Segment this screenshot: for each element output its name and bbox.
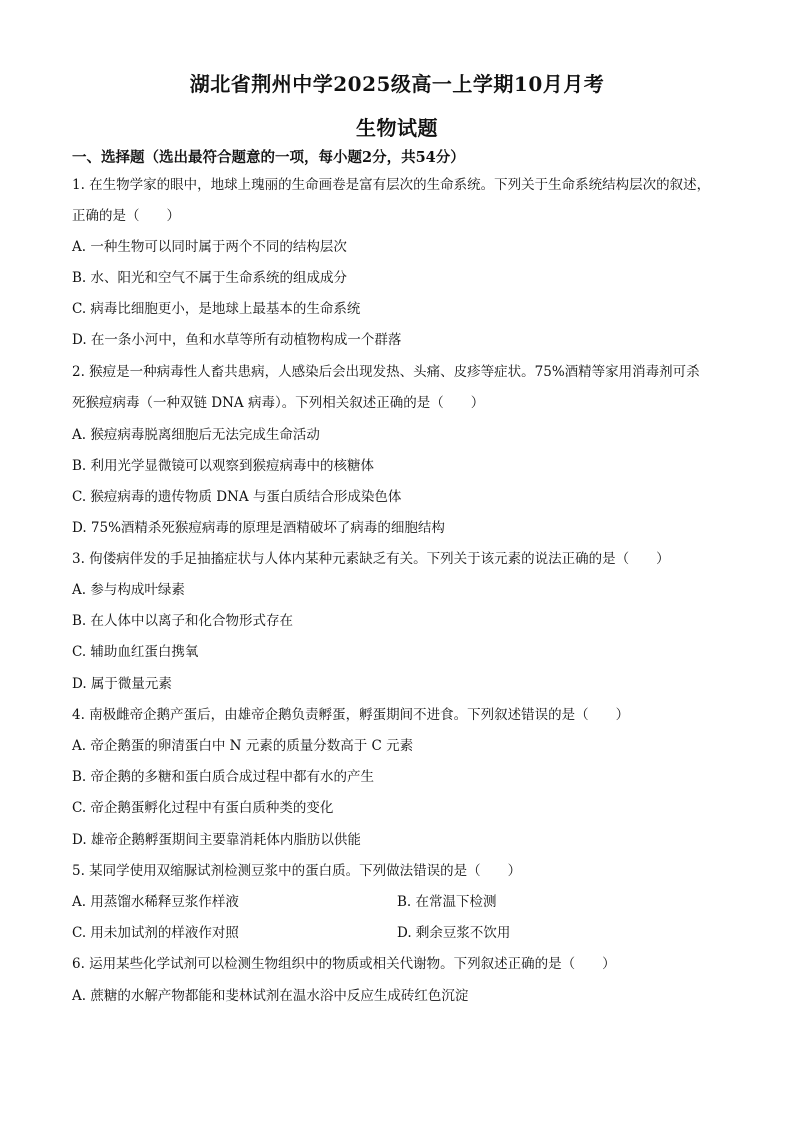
question-4-option-b: B. 帝企鹅的多糖和蛋白质合成过程中都有水的产生 bbox=[72, 769, 375, 785]
question-1-stem-line-2: 正确的是（ ） bbox=[72, 208, 180, 224]
question-3-option-d: D. 属于微量元素 bbox=[72, 676, 172, 692]
question-5-option-b: B. 在常温下检测 bbox=[397, 894, 497, 910]
question-4-stem-line-1: 4. 南极雌帝企鹅产蛋后，由雄帝企鹅负责孵蛋，孵蛋期间不进食。下列叙述错误的是（ ） bbox=[72, 707, 630, 723]
exam-title: 湖北省荆州中学2025级高一上学期10月月考 bbox=[189, 72, 605, 96]
question-3-stem-line-1: 3. 佝偻病伴发的手足抽搐症状与人体内某种元素缺乏有关。下列关于该元素的说法正确的是（ ） bbox=[72, 551, 670, 567]
question-2-option-c: C. 猴痘病毒的遗传物质 DNA 与蛋白质结合形成染色体 bbox=[72, 489, 402, 505]
question-1-stem-line-1: 1. 在生物学家的眼中，地球上瑰丽的生命画卷是富有层次的生命系统。下列关于生命系统结构层次的叙述， bbox=[72, 177, 711, 193]
question-1-option-b: B. 水、阳光和空气不属于生命系统的组成成分 bbox=[72, 270, 348, 286]
question-2-stem-line-1: 2. 猴痘是一种病毒性人畜共患病，人感染后会出现发热、头痛、皮疹等症状。75%酒精等家用消毒剂可杀 bbox=[72, 364, 700, 380]
question-3-option-a: A. 参与构成叶绿素 bbox=[72, 582, 185, 598]
question-6-option-a: A. 蔗糖的水解产物都能和斐林试剂在温水浴中反应生成砖红色沉淀 bbox=[72, 988, 469, 1004]
question-4-option-c: C. 帝企鹅蛋孵化过程中有蛋白质种类的变化 bbox=[72, 800, 334, 816]
question-2-stem-line-2: 死猴痘病毒（一种双链 DNA 病毒）。下列相关叙述正确的是（ ） bbox=[72, 395, 485, 411]
question-2-option-a: A. 猴痘病毒脱离细胞后无法完成生命活动 bbox=[72, 427, 320, 443]
question-1-option-a: A. 一种生物可以同时属于两个不同的结构层次 bbox=[72, 239, 347, 255]
question-1-option-c: C. 病毒比细胞更小，是地球上最基本的生命系统 bbox=[72, 301, 361, 317]
exam-subtitle: 生物试题 bbox=[356, 116, 438, 140]
question-5-option-d: D. 剩余豆浆不饮用 bbox=[397, 925, 511, 941]
question-5-option-a: A. 用蒸馏水稀释豆浆作样液 bbox=[72, 894, 239, 910]
question-4-option-a: A. 帝企鹅蛋的卵清蛋白中 N 元素的质量分数高于 C 元素 bbox=[72, 738, 414, 754]
question-5-stem-line-1: 5. 某同学使用双缩脲试剂检测豆浆中的蛋白质。下列做法错误的是（ ） bbox=[72, 863, 522, 879]
question-4-option-d: D. 雄帝企鹅孵蛋期间主要靠消耗体内脂肪以供能 bbox=[72, 832, 361, 848]
question-3-option-b: B. 在人体中以离子和化合物形式存在 bbox=[72, 613, 294, 629]
question-2-option-d: D. 75%酒精杀死猴痘病毒的原理是酒精破坏了病毒的细胞结构 bbox=[72, 520, 445, 536]
question-5-option-c: C. 用未加试剂的样液作对照 bbox=[72, 925, 239, 941]
question-2-option-b: B. 利用光学显微镜可以观察到猴痘病毒中的核糖体 bbox=[72, 458, 375, 474]
question-3-option-c: C. 辅助血红蛋白携氧 bbox=[72, 644, 199, 660]
section-heading: 一、选择题（选出最符合题意的一项，每小题2分，共54分） bbox=[72, 149, 465, 166]
question-1-option-d: D. 在一条小河中，鱼和水草等所有动植物构成一个群落 bbox=[72, 332, 402, 348]
question-6-stem-line-1: 6. 运用某些化学试剂可以检测生物组织中的物质或相关代谢物。下列叙述正确的是（ ） bbox=[72, 956, 616, 972]
